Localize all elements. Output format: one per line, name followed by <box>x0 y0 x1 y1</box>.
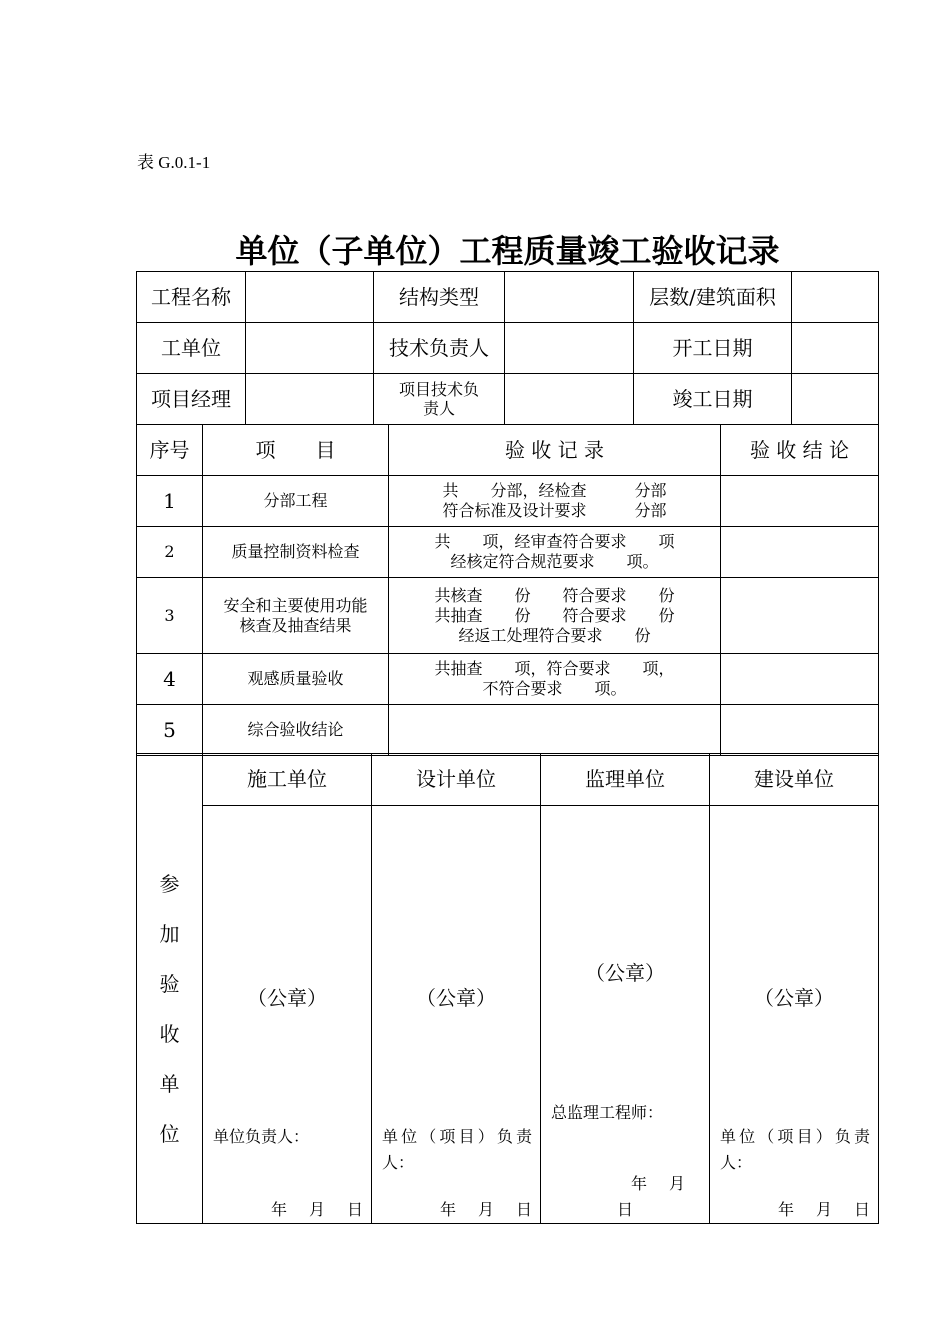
seq-header: 序号 <box>137 425 203 476</box>
org-owner: 建设单位 <box>710 754 879 806</box>
row-record[interactable] <box>389 654 721 705</box>
structure-type-label: 结构类型 <box>374 272 505 323</box>
seal-label: （公章） <box>585 961 665 985</box>
org-supervision: 监理单位 <box>541 754 710 806</box>
row-conclusion[interactable] <box>721 476 879 527</box>
row-number: 3 <box>137 578 203 654</box>
record-line: 经返工处理符合要求 份 <box>458 625 651 645</box>
row-number: 2 <box>137 527 203 578</box>
project-tech-leader-field[interactable] <box>505 374 634 425</box>
participants-table <box>136 753 879 1224</box>
completion-date-label: 竣工日期 <box>634 374 792 425</box>
record-line: 符合标准及设计要求 分部 <box>442 501 667 520</box>
table-row <box>137 705 879 756</box>
signature-cell-supervision[interactable] <box>541 806 710 1224</box>
table-row <box>137 806 879 1224</box>
responsible-label: 总监理工程师： <box>551 1103 664 1122</box>
table-row <box>137 578 879 654</box>
page-title: 单位（子单位）工程质量竣工验收记录 <box>235 232 780 270</box>
responsible-label: 单位（项目）负责人： <box>382 1127 532 1172</box>
tech-leader-label: 技术负责人 <box>374 323 505 374</box>
signature-cell-construction[interactable] <box>203 806 372 1224</box>
date-day: 日 <box>617 1200 634 1219</box>
floors-area-field[interactable] <box>792 272 879 323</box>
date-line: 年 月 日 <box>270 1200 363 1219</box>
record-line: 共抽查 份 符合要求 份 <box>434 605 675 625</box>
form-code: 表 G.0.1-1 <box>137 153 211 172</box>
row-item: 观感质量验收 <box>203 654 389 705</box>
row-conclusion[interactable] <box>721 527 879 578</box>
row-record[interactable] <box>389 705 721 756</box>
conclusion-header: 验 收 结 论 <box>721 425 879 476</box>
table-row <box>137 374 879 425</box>
row-number: 5 <box>137 705 203 756</box>
row-item: 安全和主要使用功能核查及抽查结果 <box>203 578 389 654</box>
responsible-label: 单位负责人： <box>213 1127 310 1146</box>
record-line: 不符合要求 项。 <box>482 679 627 698</box>
project-name-label: 工程名称 <box>137 272 246 323</box>
row-number: 1 <box>137 476 203 527</box>
seal-label: （公章） <box>247 986 327 1010</box>
construction-unit-field[interactable] <box>246 323 374 374</box>
org-construction: 施工单位 <box>203 754 372 806</box>
row-conclusion[interactable] <box>721 705 879 756</box>
construction-unit-label: 工单位 <box>137 323 246 374</box>
seal-label: （公章） <box>754 986 834 1010</box>
date-line: 年 月 日 <box>777 1200 870 1219</box>
participants-label: 参 加 验 收 单 位 <box>137 754 203 1224</box>
date-line: 年 月 <box>630 1174 685 1193</box>
structure-type-field[interactable] <box>505 272 634 323</box>
row-item: 分部工程 <box>203 476 389 527</box>
table-row <box>137 272 879 323</box>
row-record[interactable] <box>389 476 721 527</box>
row-record[interactable] <box>389 578 721 654</box>
table-row <box>137 476 879 527</box>
record-header: 验 收 记 录 <box>389 425 721 476</box>
project-info-table <box>136 271 879 425</box>
project-name-field[interactable] <box>246 272 374 323</box>
signature-cell-owner[interactable] <box>710 806 879 1224</box>
row-number: 4 <box>137 654 203 705</box>
acceptance-items-table <box>136 424 879 756</box>
record-line: 共 分部，经检查 分部 <box>442 481 667 500</box>
signature-cell-design[interactable] <box>372 806 541 1224</box>
project-manager-label: 项目经理 <box>137 374 246 425</box>
project-tech-leader-label: 项目技术负责人 <box>374 374 505 425</box>
org-design: 设计单位 <box>372 754 541 806</box>
table-row <box>137 754 879 806</box>
date-line: 年 月 日 <box>439 1200 532 1219</box>
floors-area-label: 层数/建筑面积 <box>634 272 792 323</box>
row-conclusion[interactable] <box>721 578 879 654</box>
table-row <box>137 527 879 578</box>
tech-leader-field[interactable] <box>505 323 634 374</box>
responsible-label: 单位（项目）负责人： <box>720 1127 870 1172</box>
project-manager-field[interactable] <box>246 374 374 425</box>
item-header: 项 目 <box>203 425 389 476</box>
record-line: 共 项，经审查符合要求 项 <box>434 532 675 551</box>
row-item: 综合验收结论 <box>203 705 389 756</box>
record-line: 共抽查 项，符合要求 项， <box>434 659 675 678</box>
row-record[interactable] <box>389 527 721 578</box>
completion-date-field[interactable] <box>792 374 879 425</box>
start-date-field[interactable] <box>792 323 879 374</box>
table-row <box>137 654 879 705</box>
seal-label: （公章） <box>416 986 496 1010</box>
row-item: 质量控制资料检查 <box>203 527 389 578</box>
record-line: 经核定符合规范要求 项。 <box>450 552 659 571</box>
row-conclusion[interactable] <box>721 654 879 705</box>
table-row <box>137 323 879 374</box>
start-date-label: 开工日期 <box>634 323 792 374</box>
table-header-row <box>137 425 879 476</box>
record-line: 共核查 份 符合要求 份 <box>434 585 675 605</box>
